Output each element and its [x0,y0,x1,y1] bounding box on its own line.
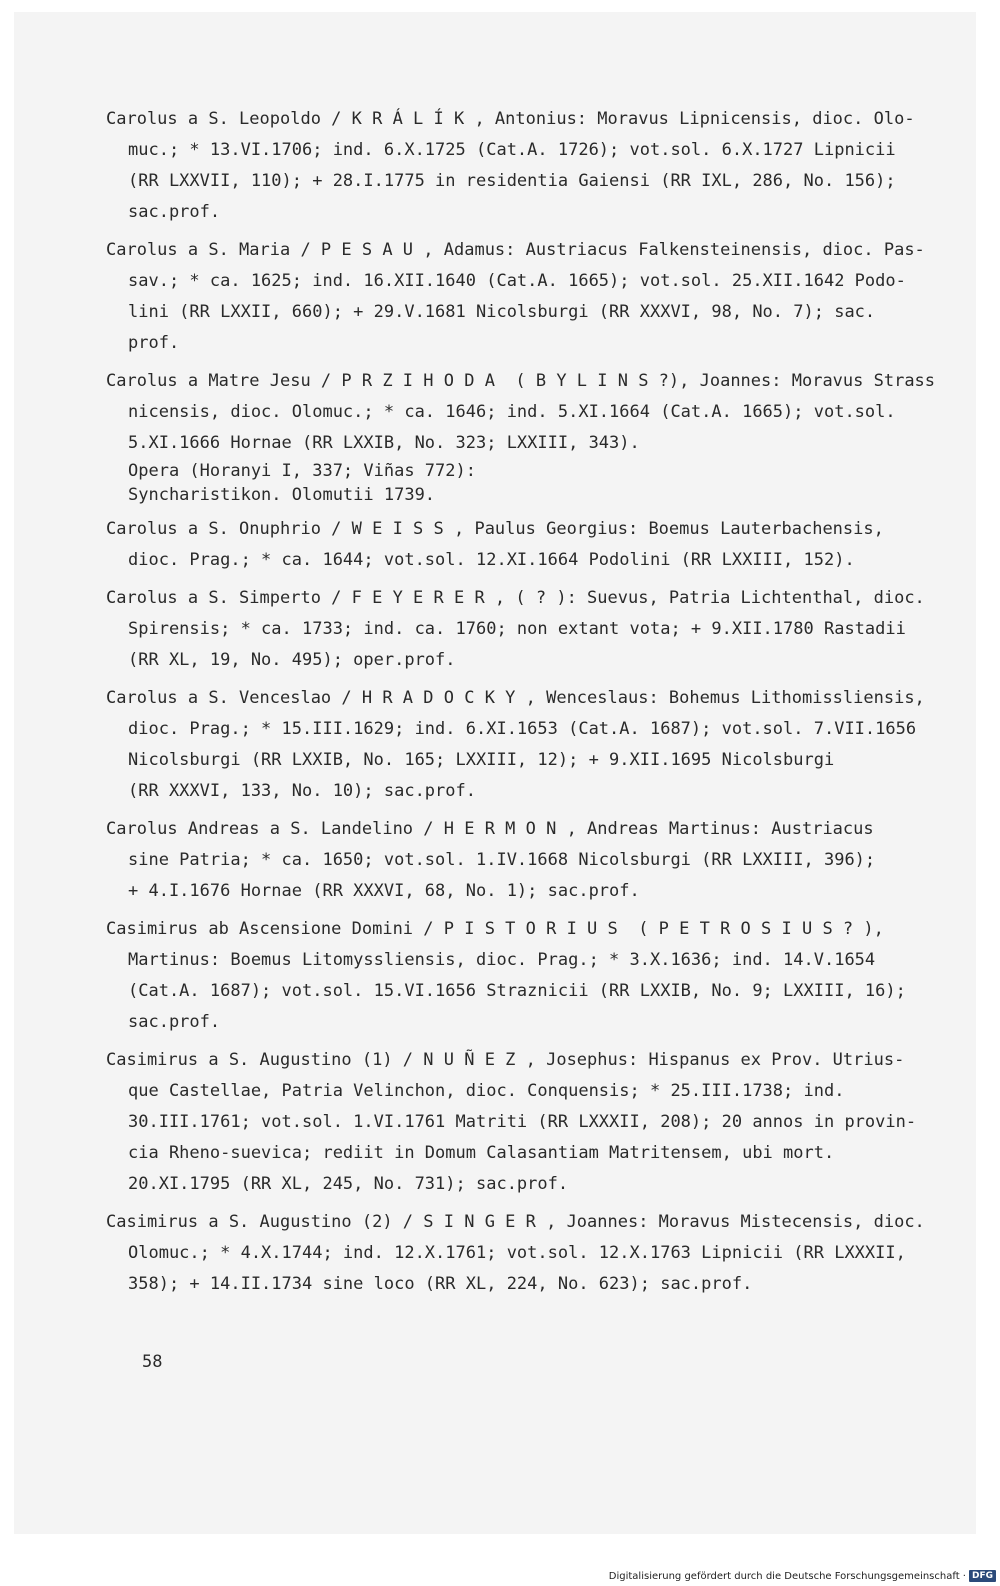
entry-line: prof. [128,333,180,353]
entry-line: 358); + 14.II.1734 sine loco (RR XL, 224, No. 623); sac.prof. [128,1274,753,1294]
entry-line: Opera (Horanyi I, 337; Viñas 772): [128,461,476,481]
entry-line: sac.prof. [128,202,221,222]
entry-carolus-maria [106,235,944,359]
entry-line: 5.XI.1666 Hornae (RR LXXIB, No. 323; LXXIII, 343). [128,433,640,453]
entry-line: (RR XXXVI, 133, No. 10); sac.prof. [128,781,476,801]
entry-line: (Cat.A. 1687); vot.sol. 15.VI.1656 Straznicii (RR LXXIB, No. 9; LXXIII, 16); [128,981,906,1001]
entry-line: Casimirus a S. Augustino (2) / S I N G E R , Joannes: Moravus Mistecensis, dioc. [106,1212,925,1232]
footer-text: Digitalisierung gefördert durch die Deutsche Forschungsgemeinschaft · [608,1570,966,1582]
entry-line: Carolus a S. Simperto / F E Y E R E R , ( ? ): Suevus, Patria Lichtenthal, dioc. [106,588,925,608]
entry-carolus-simperto [106,583,944,676]
entry-line: nicensis, dioc. Olomuc.; * ca. 1646; ind. 5.XI.1664 (Cat.A. 1665); vot.sol. [128,402,896,422]
entry-carolus-venceslao [106,683,944,807]
entry-line: 20.XI.1795 (RR XL, 245, No. 731); sac.prof. [128,1174,569,1194]
entry-line: sac.prof. [128,1012,221,1032]
entry-line: Carolus a S. Maria / P E S A U , Adamus: Austriacus Falkensteinensis, dioc. Pas- [106,240,925,260]
entry-line: muc.; * 13.VI.1706; ind. 6.X.1725 (Cat.A. 1726); vot.sol. 6.X.1727 Lipnicii [128,140,896,160]
entry-line: + 4.I.1676 Hornae (RR XXXVI, 68, No. 1); sac.prof. [128,881,640,901]
entry-line: Carolus a S. Venceslao / H R A D O C K Y , Wenceslaus: Bohemus Lithomissliensis, [106,688,925,708]
entry-line: Spirensis; * ca. 1733; ind. ca. 1760; non extant vota; + 9.XII.1780 Rastadii [128,619,906,639]
entry-line: lini (RR LXXII, 660); + 29.V.1681 Nicolsburgi (RR XXXVI, 98, No. 7); sac. [128,302,876,322]
entry-carolus-onuphrio [106,514,944,576]
entry-line: Syncharistikon. Olomutii 1739. [128,485,436,505]
entry-line: Olomuc.; * 4.X.1744; ind. 12.X.1761; vot.sol. 12.X.1763 Lipnicii (RR LXXXII, [128,1243,906,1263]
entry-line: Carolus a S. Onuphrio / W E I S S , Paulus Georgius: Boemus Lauterbachensis, [106,519,884,539]
entry-line: Casimirus ab Ascensione Domini / P I S T O R I U S ( P E T R O S I U S ? ), [106,919,884,939]
entry-line: Carolus a Matre Jesu / P R Z I H O D A ( B Y L I N S ?), Joannes: Moravus Strass [106,371,936,391]
entry-line: 30.III.1761; vot.sol. 1.VI.1761 Matriti (RR LXXXII, 208); 20 annos in provin- [128,1112,917,1132]
entry-casimirus-augustino-1 [106,1045,944,1200]
dfg-logo-icon: DFG [969,1570,996,1582]
entry-line: que Castellae, Patria Velinchon, dioc. Conquensis; * 25.III.1738; ind. [128,1081,845,1101]
entry-line: dioc. Prag.; * 15.III.1629; ind. 6.XI.1653 (Cat.A. 1687); vot.sol. 7.VII.1656 [128,719,917,739]
entry-carolus-leopoldo [106,104,944,228]
entry-line: (RR XL, 19, No. 495); oper.prof. [128,650,456,670]
page-number: 58 [142,1352,163,1372]
entry-line: (RR LXXVII, 110); + 28.I.1775 in residentia Gaiensi (RR IXL, 286, No. 156); [128,171,896,191]
page-body [106,104,944,1307]
entry-casimirus-augustino-2 [106,1207,944,1300]
entry-line: sav.; * ca. 1625; ind. 16.XII.1640 (Cat.A. 1665); vot.sol. 25.XII.1642 Podo- [128,271,906,291]
entry-line: cia Rheno-suevica; rediit in Domum Calasantiam Matritensem, ubi mort. [128,1143,835,1163]
entry-carolus-andreas-landelino [106,814,944,907]
entry-carolus-matre-jesu [106,366,944,507]
digitization-footer [609,1570,996,1582]
entry-casimirus-ascensione [106,914,944,1038]
entry-line: Carolus Andreas a S. Landelino / H E R M O N , Andreas Martinus: Austriacus [106,819,874,839]
entry-line: dioc. Prag.; * ca. 1644; vot.sol. 12.XI.1664 Podolini (RR LXXIII, 152). [128,550,855,570]
entry-line: Casimirus a S. Augustino (1) / N U Ñ E Z , Josephus: Hispanus ex Prov. Utrius- [106,1050,905,1070]
entry-line: sine Patria; * ca. 1650; vot.sol. 1.IV.1668 Nicolsburgi (RR LXXIII, 396); [128,850,876,870]
entry-line: Carolus a S. Leopoldo / K R Á L Í K , Antonius: Moravus Lipnicensis, dioc. Olo- [106,109,915,129]
entry-line: Martinus: Boemus Litomyssliensis, dioc. Prag.; * 3.X.1636; ind. 14.V.1654 [128,950,876,970]
entry-line: Nicolsburgi (RR LXXIB, No. 165; LXXIII, 12); + 9.XII.1695 Nicolsburgi [128,750,835,770]
